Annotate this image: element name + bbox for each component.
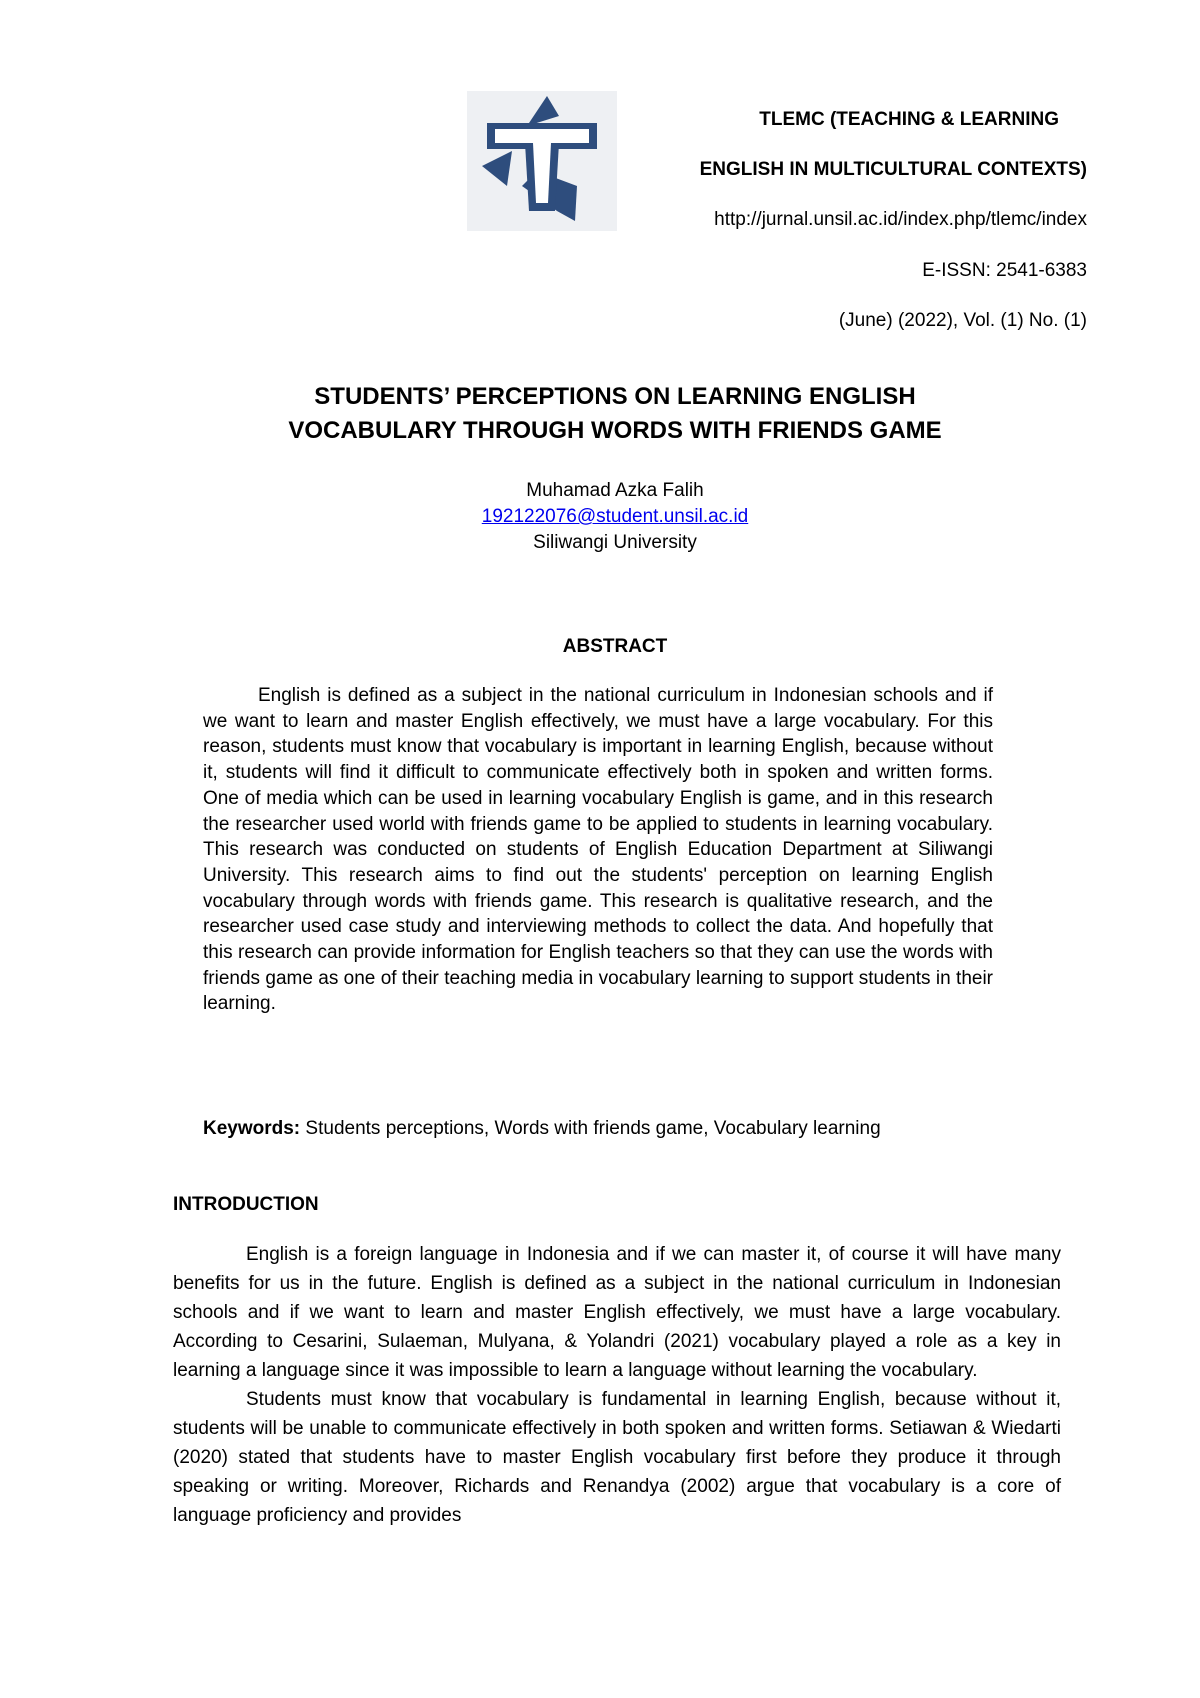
abstract-heading: ABSTRACT <box>562 636 668 657</box>
author-block <box>300 478 930 556</box>
paper-title-line1: STUDENTS’ PERCEPTIONS ON LEARNING ENGLISH <box>314 383 916 410</box>
journal-volume: (June) (2022), Vol. (1) No. (1) <box>838 310 1087 331</box>
introduction-paragraph-2: Students must know that vocabulary is fundamental in learning English, because without it, students will be unable to communicate effectively in both spoken and written forms. Setiawan & Wiedarti (2020) stated that students have to master English vocabulary first before they produce it through speaking or writing. Moreover, Richards and Renandya (2002) argue that vocabulary is a core of language proficiency and provides <box>173 1389 1061 1526</box>
tlemc-logo-icon <box>467 91 617 231</box>
paper-title-line2: VOCABULARY THROUGH WORDS WITH FRIENDS GAME <box>288 417 942 444</box>
introduction-heading: INTRODUCTION <box>173 1194 319 1215</box>
journal-title-line1: TLEMC (TEACHING & LEARNING <box>759 109 1059 130</box>
journal-eissn: E-ISSN: 2541-6383 <box>922 260 1087 281</box>
author-email-link[interactable]: 192122076@student.unsil.ac.id <box>481 506 749 527</box>
paper-title <box>150 380 1080 448</box>
author-affiliation: Siliwangi University <box>533 532 697 553</box>
journal-title-line2: ENGLISH IN MULTICULTURAL CONTEXTS) <box>699 159 1087 180</box>
keywords-value: Students perceptions, Words with friends game, Vocabulary learning <box>300 1118 881 1139</box>
journal-url: http://jurnal.unsil.ac.id/index.php/tlemc/index <box>714 209 1087 230</box>
keywords-label: Keywords: <box>203 1118 301 1139</box>
author-name: Muhamad Azka Falih <box>526 480 704 501</box>
introduction-body <box>173 1240 1061 1530</box>
introduction-paragraph-1: English is a foreign language in Indonesia and if we can master it, of course it will have many benefits for us in the future. English is defined as a subject in the national curriculum in Indonesian schools and if we want to learn and master English effectively, we must have a large vocabulary. According to Cesarini, Sulaeman, Mulyana, & Yolandri (2021) vocabulary played a role as a key in learning a language since it was impossible to learn a language without learning the vocabulary. <box>173 1244 1061 1381</box>
abstract-body: English is defined as a subject in the national curriculum in Indonesian schools and if we want to learn and master English effectively, we must have a large vocabulary. For this reason, students must know that vocabulary is important in learning English, because without it, students will find it difficult to communicate effectively both in spoken and written forms. One of media which can be used in learning vocabulary English is game, and in this research the researcher used world with friends game to be applied to students in learning vocabulary. This research was conducted on students of English Education Department at Siliwangi University. This research aims to find out the students' perception on learning English vocabulary through words with friends game. This research is qualitative research, and the researcher used case study and interviewing methods to collect the data. And hopefully that this research can provide information for English teachers so that they can use the words with friends game as one of their teaching media in vocabulary learning to support students in their learning. <box>203 685 993 1015</box>
journal-logo <box>467 91 617 231</box>
keywords <box>203 1118 1023 1140</box>
